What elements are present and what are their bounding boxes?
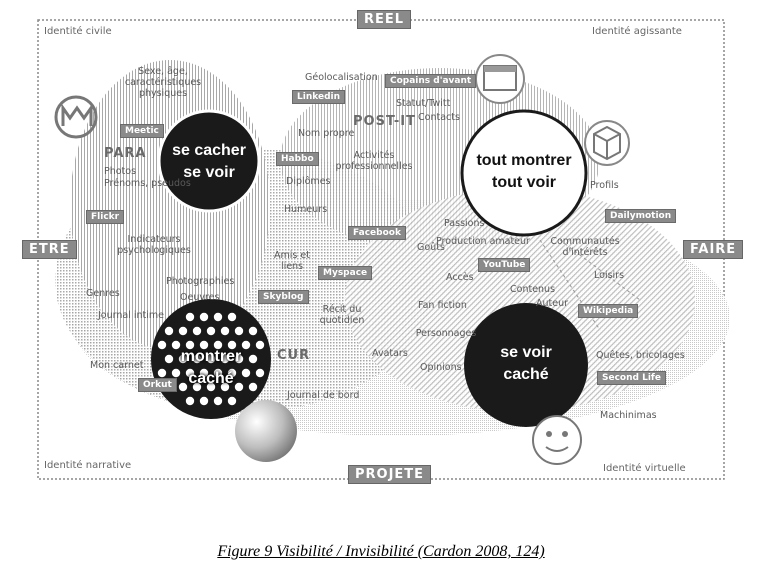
circle-text-montrer-cache <box>161 346 261 390</box>
tag-flickr: Flickr <box>86 210 124 224</box>
circle-text-line: montrer <box>180 348 242 365</box>
figure-caption: Figure 9 Visibilité / Invisibilité (Cardon 2008, 124) <box>217 543 545 560</box>
word-journal-intime: Journal intime <box>98 310 164 321</box>
tag-habbo: Habbo <box>276 152 319 166</box>
polka-dot <box>186 313 194 321</box>
word-oeuvres: Oeuvres <box>180 292 220 303</box>
word-mon-carnet: Mon carnet <box>90 360 144 371</box>
word-prenoms: Prénoms, pseudos <box>104 178 191 189</box>
label-postit: POST-IT <box>353 114 416 129</box>
tag-facebook: Facebook <box>348 226 406 240</box>
tag-meetic: Meetic <box>120 124 164 138</box>
word-amis: Amis et liens <box>274 250 310 272</box>
polka-dot <box>228 313 236 321</box>
word-recit: Récit du quotidien <box>319 304 365 326</box>
word-photographies: Photographies <box>166 276 235 287</box>
word-acces: Accès <box>446 272 474 283</box>
sphere-decoration <box>235 400 297 462</box>
tag-linkedin: Linkedin <box>292 90 345 104</box>
polka-dot <box>200 397 208 405</box>
word-passions: Passions <box>444 218 485 229</box>
corner-bottom-left: Identité narrative <box>44 460 132 471</box>
word-auteur: Auteur <box>536 298 569 309</box>
polka-dot <box>214 313 222 321</box>
corner-top-left: Identité civile <box>44 26 112 37</box>
tag-orkut: Orkut <box>138 378 177 392</box>
circle-text-line: tout montrer <box>476 152 572 169</box>
word-opinions: Opinions <box>420 362 462 373</box>
tag-copains: Copains d'avant <box>385 74 476 88</box>
tag-secondlife: Second Life <box>597 371 666 385</box>
word-photos: Photos <box>104 166 137 177</box>
label-paravent: PARA <box>104 146 147 161</box>
frame-label-bottom: PROJETE <box>348 465 431 484</box>
circle-text-line: se cacher <box>172 142 246 159</box>
word-machinimas: Machinimas <box>600 410 657 421</box>
word-contacts: Contacts <box>418 112 460 123</box>
circle-text-se-cacher <box>159 140 259 184</box>
polka-dot <box>235 327 243 335</box>
circle-text-line: tout voir <box>492 174 556 191</box>
word-personnages: Personnages <box>415 328 477 339</box>
label-phare: CUR <box>277 348 311 363</box>
polka-dot <box>165 327 173 335</box>
word-profils: Profils <box>590 180 619 191</box>
word-contenus: Contenus <box>510 284 556 295</box>
word-journal-bord: Journal de bord <box>287 390 360 401</box>
word-avatars: Avatars <box>372 348 408 359</box>
word-activites: Activités professionnelles <box>335 150 413 172</box>
circle-text-line: caché <box>188 370 234 387</box>
tag-myspace: Myspace <box>318 266 372 280</box>
polka-dot <box>179 327 187 335</box>
polka-dot <box>193 327 201 335</box>
mcdonalds-like-icon <box>56 97 96 137</box>
word-communautes: Communautés d'intérêts <box>550 236 620 258</box>
word-geolocalisation: Géolocalisation <box>305 72 378 83</box>
smiley-icon <box>533 416 581 464</box>
circle-text-tout-montrer <box>462 150 586 194</box>
word-diplomes: Diplômes <box>286 176 331 187</box>
word-nom-propre: Nom propre <box>298 128 355 139</box>
cube-icon <box>585 121 629 165</box>
frame-label-left: ETRE <box>22 240 77 259</box>
window-icon <box>476 55 524 103</box>
polka-dot <box>207 327 215 335</box>
corner-bottom-right: Identité virtuelle <box>603 463 686 474</box>
word-gouts: Goûts <box>417 242 445 253</box>
polka-dot <box>221 327 229 335</box>
polka-dot <box>186 397 194 405</box>
polka-dot <box>228 397 236 405</box>
word-humeurs: Humeurs <box>284 204 328 215</box>
word-production: Production amateur <box>436 236 530 247</box>
word-statut: Statut/Twitt <box>396 98 451 109</box>
word-genres: Genres <box>86 288 120 299</box>
tag-dailymotion: Dailymotion <box>605 209 676 223</box>
circle-text-line: caché <box>503 366 549 383</box>
circle-text-line: se voir <box>500 344 552 361</box>
polka-dot <box>200 313 208 321</box>
circle-text-se-voir-cache <box>476 342 576 386</box>
word-quetes: Quêtes, bricolages <box>596 350 685 361</box>
corner-top-right: Identité agissante <box>592 26 682 37</box>
tag-wikipedia: Wikipedia <box>578 304 638 318</box>
word-fan-fiction: Fan fiction <box>418 300 467 311</box>
word-loisirs: Loisirs <box>594 270 625 281</box>
frame-label-right: FAIRE <box>683 240 743 259</box>
circle-text-line: se voir <box>183 164 235 181</box>
tag-skyblog: Skyblog <box>258 290 309 304</box>
polka-dot <box>249 327 257 335</box>
polka-dot <box>214 397 222 405</box>
frame-label-top: REEL <box>357 10 411 29</box>
word-indicateurs: Indicateurs psychologiques <box>117 234 191 256</box>
tag-youtube: YouTube <box>478 258 530 272</box>
word-sexe-age: Sexe, âge, caractéristiques physiques <box>124 66 202 99</box>
